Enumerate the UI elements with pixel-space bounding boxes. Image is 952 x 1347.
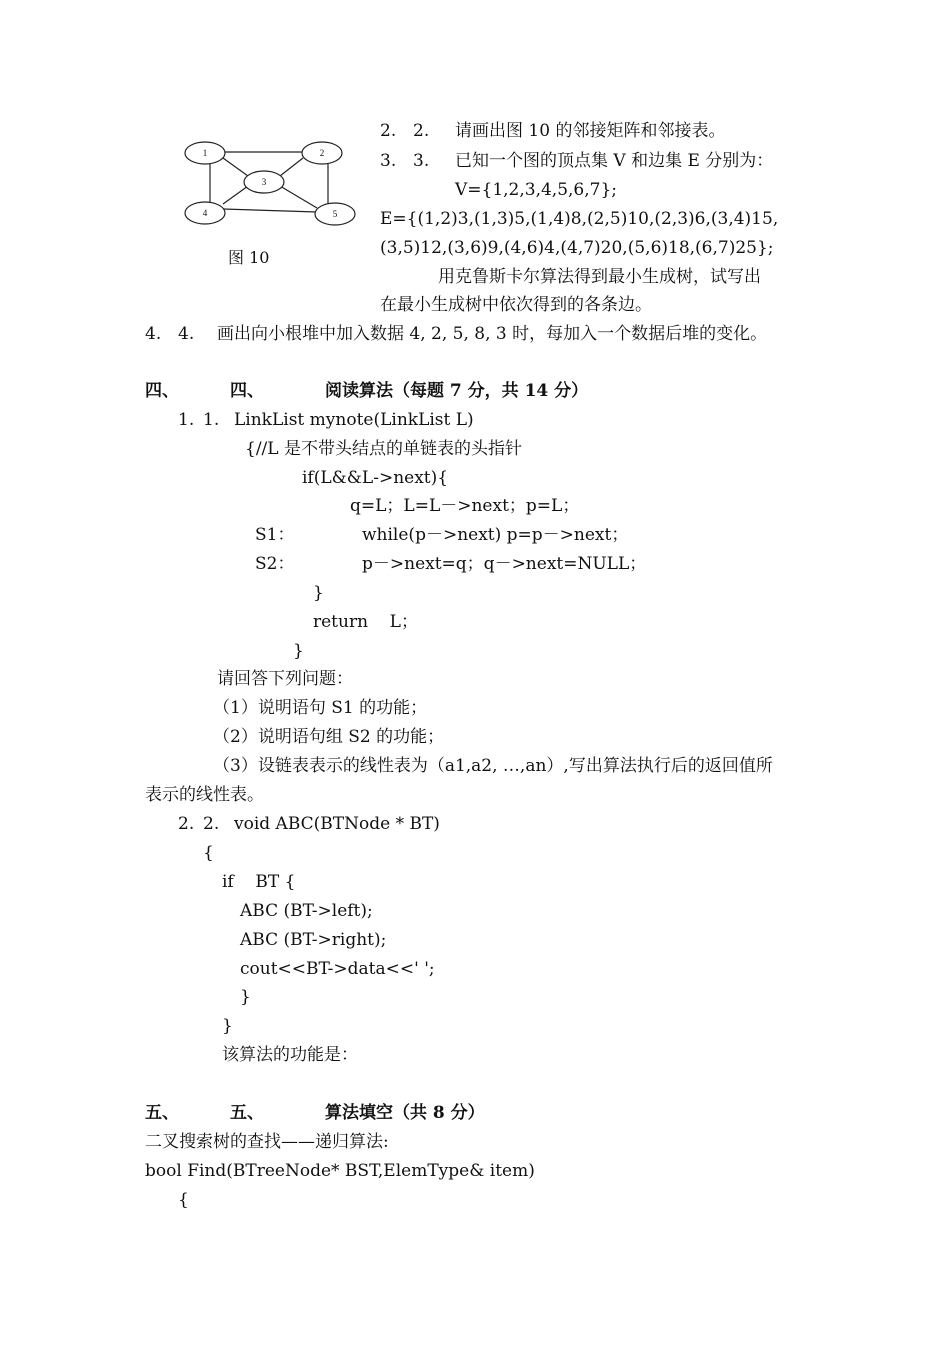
q4-number: 4. (145, 324, 162, 344)
q3-number: 3. (380, 151, 397, 171)
q3-instruction-1: 用克鲁斯卡尔算法得到最小生成树，试写出 (438, 267, 761, 287)
bst-open-brace: { (178, 1190, 189, 1210)
edge-1-3 (223, 158, 248, 176)
q2-text: 请画出图 10 的邻接矩阵和邻接表。 (455, 121, 726, 141)
alg2-number-sub: 2. (203, 814, 220, 834)
edge-4-5 (223, 209, 317, 212)
section-4-marker: 四、 (145, 381, 179, 401)
alg1-number-sub: 1. (203, 410, 220, 430)
code-line: q=L；L=L－>next；p=L； (350, 496, 580, 516)
code-line: cout<<BT->data<<' '; (240, 959, 435, 979)
code-line: if(L&&L->next){ (302, 468, 449, 488)
code-line: } (293, 641, 304, 661)
alg1-number: 1. (178, 410, 195, 430)
bst-intro: 二叉搜索树的查找——递归算法: (145, 1132, 389, 1152)
code-line: } (222, 1016, 233, 1036)
q4-number-sub: 4. (178, 324, 195, 344)
edge-5-3 (280, 186, 317, 208)
q3-number-sub: 3. (413, 151, 430, 171)
alg2-prompt: 该算法的功能是： (222, 1045, 358, 1065)
node-label: 4 (202, 208, 208, 218)
section-4-title: 阅读算法（每题 7 分，共 14 分） (325, 381, 589, 401)
node-label: 5 (332, 209, 338, 219)
alg2-header: void ABC(BTNode * BT) (234, 814, 440, 834)
alg1-prompt: 请回答下列问题： (217, 669, 353, 689)
q3-edge-set-2: (3,5)12,(3,6)9,(4,6)4,(4,7)20,(5,6)18,(6,7)25}; (380, 238, 774, 258)
graph-figure (175, 128, 360, 228)
alg1-question: （2）说明语句组 S2 的功能； (213, 727, 445, 747)
code-label-s2: S2： (255, 554, 295, 574)
code-line: return L； (313, 612, 418, 632)
node-label: 3 (261, 177, 267, 187)
q3-instruction-2: 在最小生成树中依次得到的各条边。 (380, 295, 652, 315)
bst-signature: bool Find(BTreeNode* BST,ElemType& item) (145, 1161, 535, 1181)
figure-caption: 图 10 (228, 248, 270, 267)
code-line: if BT { (222, 872, 296, 892)
node-label: 2 (319, 148, 325, 158)
code-line: p－>next=q；q－>next=NULL； (362, 554, 647, 574)
code-line: ABC (BT->left); (240, 901, 373, 921)
q4-text: 画出向小根堆中加入数据 4, 2, 5, 8, 3 时，每加入一个数据后堆的变化。 (217, 324, 768, 344)
section-5-marker-sub: 五、 (230, 1103, 264, 1123)
edge-4-3 (223, 186, 248, 204)
q2-number: 2. (380, 121, 397, 141)
alg1-question: （1）说明语句 S1 的功能； (213, 698, 428, 718)
code-line: } (313, 583, 324, 603)
q2-number-sub: 2. (413, 121, 430, 141)
code-line: ABC (BT->right); (240, 930, 387, 950)
code-line: { (203, 843, 214, 863)
code-line: while(p－>next) p=p－>next； (362, 525, 629, 545)
section-4-marker-sub: 四、 (230, 381, 264, 401)
q3-text: 已知一个图的顶点集 V 和边集 E 分别为： (455, 151, 774, 171)
section-5-title: 算法填空（共 8 分） (325, 1103, 485, 1123)
alg2-number: 2. (178, 814, 195, 834)
alg1-question: 表示的线性表。 (145, 785, 264, 805)
code-line: } (240, 987, 251, 1007)
q3-edge-set-1: E={(1,2)3,(1,3)5,(1,4)8,(2,5)10,(2,3)6,(3,4)15, (380, 209, 779, 229)
code-line: {//L 是不带头结点的单链表的头指针 (245, 439, 522, 459)
alg1-header: LinkList mynote(LinkList L) (234, 410, 474, 430)
edge-2-3 (280, 158, 303, 176)
node-label: 1 (202, 148, 208, 158)
alg1-question: （3）设链表表示的线性表为（a1,a2, …,an）,写出算法执行后的返回值所 (213, 756, 773, 776)
section-5-marker: 五、 (145, 1103, 179, 1123)
code-label-s1: S1： (255, 525, 295, 545)
q3-vertex-set: V={1,2,3,4,5,6,7}; (455, 180, 618, 200)
